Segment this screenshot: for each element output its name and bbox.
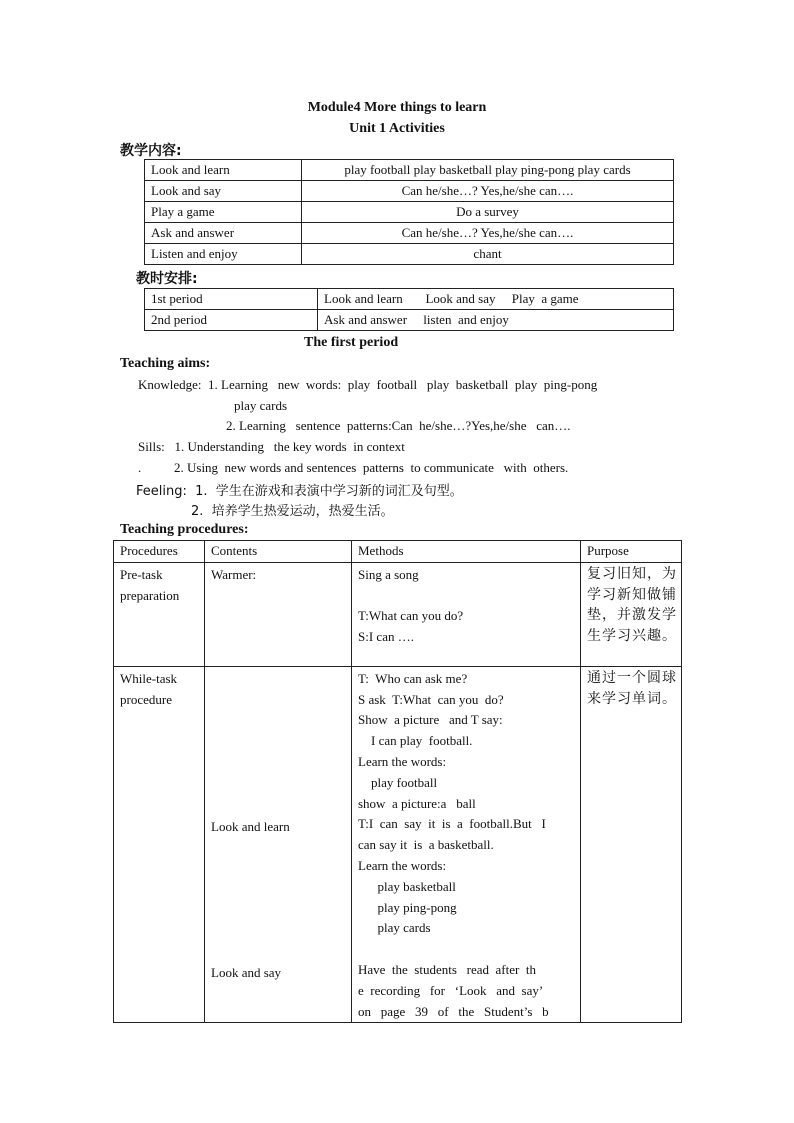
whiletask-procedure-cell: [114, 666, 205, 1023]
method-line: [358, 939, 574, 960]
content-label: Look and learn: [211, 818, 290, 834]
period-content: Ask and answer listen and enjoy: [318, 310, 674, 331]
procedures-heading: Teaching procedures:: [120, 522, 249, 537]
content-detail: Do a survey: [302, 202, 674, 223]
method-line: T: Who can ask me?: [358, 670, 468, 686]
period-content: Look and learn Look and say Play a game: [318, 289, 674, 310]
table-row: [114, 666, 682, 1023]
table-header-row: [114, 541, 682, 563]
table-row: [145, 181, 674, 202]
header-contents: Contents: [205, 541, 352, 563]
period-label: 2nd period: [145, 310, 318, 331]
method-line: Show a picture and T say:: [358, 712, 503, 728]
method-line: T:What can you do?: [358, 608, 464, 624]
module-title: Module4 More things to learn: [307, 100, 487, 115]
content-detail: chant: [302, 244, 674, 265]
procedure-label: While-task: [120, 670, 178, 686]
content-label: Look and say: [211, 964, 282, 980]
content-detail: Can he/she…? Yes,he/she can….: [302, 223, 674, 244]
pretask-purpose: 复习旧知，为学习新知做铺垫，并激发学生学习兴趣。: [581, 562, 682, 666]
knowledge-line-2: 2. Learning sentence patterns:Can he/she…?Yes,he/she can….: [226, 418, 571, 433]
method-line: I can play football.: [358, 733, 473, 749]
procedure-label: procedure: [120, 691, 172, 707]
header-methods: Methods: [352, 541, 581, 563]
period-label: 1st period: [145, 289, 318, 310]
schedule-table: [144, 288, 674, 331]
knowledge-line-1: Knowledge: 1. Learning new words: play football play basketball play ping-pong: [138, 377, 598, 392]
procedure-label: Pre-task: [120, 566, 163, 582]
method-spacer: [358, 586, 574, 607]
pretask-procedure-cell: [114, 562, 205, 666]
content-label: Listen and enjoy: [145, 244, 302, 265]
method-line: Sing a song: [358, 566, 419, 582]
skills-line-2: 2. Using new words and sentences patterns to communicate with others.: [174, 460, 569, 475]
content-label: Look and say: [145, 181, 302, 202]
method-line: Learn the words:: [358, 857, 447, 873]
table-row: [145, 289, 674, 310]
whiletask-purpose: 通过一个圆球来学习单词。: [581, 666, 682, 1023]
method-line: Learn the words:: [358, 753, 447, 769]
content-table: [144, 159, 674, 265]
table-row: [145, 223, 674, 244]
table-row: [145, 160, 674, 181]
method-line: can say it is a basketball.: [358, 837, 494, 853]
aims-heading: Teaching aims:: [120, 356, 211, 371]
method-line: show a picture:a ball: [358, 795, 476, 811]
method-line: S:I can ….: [358, 629, 414, 645]
method-line: e recording for ‘Look and say’: [358, 982, 544, 998]
table-row: [145, 244, 674, 265]
content-label: Play a game: [145, 202, 302, 223]
method-line: play basketball: [358, 878, 456, 894]
content-heading: 教学内容:: [120, 143, 182, 159]
skills-dot: .: [138, 460, 142, 475]
method-line: T:I can say it is a football.But I: [358, 816, 546, 832]
knowledge-line-1-cont: play cards: [234, 398, 288, 413]
header-purpose: Purpose: [581, 541, 682, 563]
first-period-title: The first period: [304, 335, 399, 350]
method-line: play football: [358, 774, 438, 790]
method-line: on page 39 of the Student’s b: [358, 1003, 549, 1019]
feeling-line-1: Feeling: 1. 学生在游戏和表演中学习新的词汇及句型。: [136, 484, 463, 499]
procedure-label: preparation: [120, 587, 180, 603]
unit-title: Unit 1 Activities: [349, 121, 445, 136]
content-label: Look and learn: [145, 160, 302, 181]
feeling-line-2: 2. 培养学生热爱运动，热爱生活。: [191, 504, 394, 519]
table-row: [114, 562, 682, 666]
method-line: play ping-pong: [358, 899, 457, 915]
pretask-content: Warmer:: [205, 562, 352, 666]
header-procedures: Procedures: [114, 541, 205, 563]
table-row: [145, 202, 674, 223]
method-line: Have the students read after th: [358, 961, 536, 977]
method-line: S ask T:What can you do?: [358, 691, 504, 707]
pretask-methods-cell: [352, 562, 581, 666]
skills-line-1: Sills: 1. Understanding the key words in context: [138, 439, 405, 454]
content-detail: Can he/she…? Yes,he/she can….: [302, 181, 674, 202]
content-detail: play football play basketball play ping-pong play cards: [302, 160, 674, 181]
table-row: [145, 310, 674, 331]
method-line: play cards: [358, 920, 431, 936]
whiletask-contents-cell: [205, 666, 352, 1023]
schedule-heading: 教时安排:: [136, 271, 198, 287]
content-label: Ask and answer: [145, 223, 302, 244]
whiletask-methods-cell: [352, 666, 581, 1023]
procedures-table: [113, 540, 682, 1023]
